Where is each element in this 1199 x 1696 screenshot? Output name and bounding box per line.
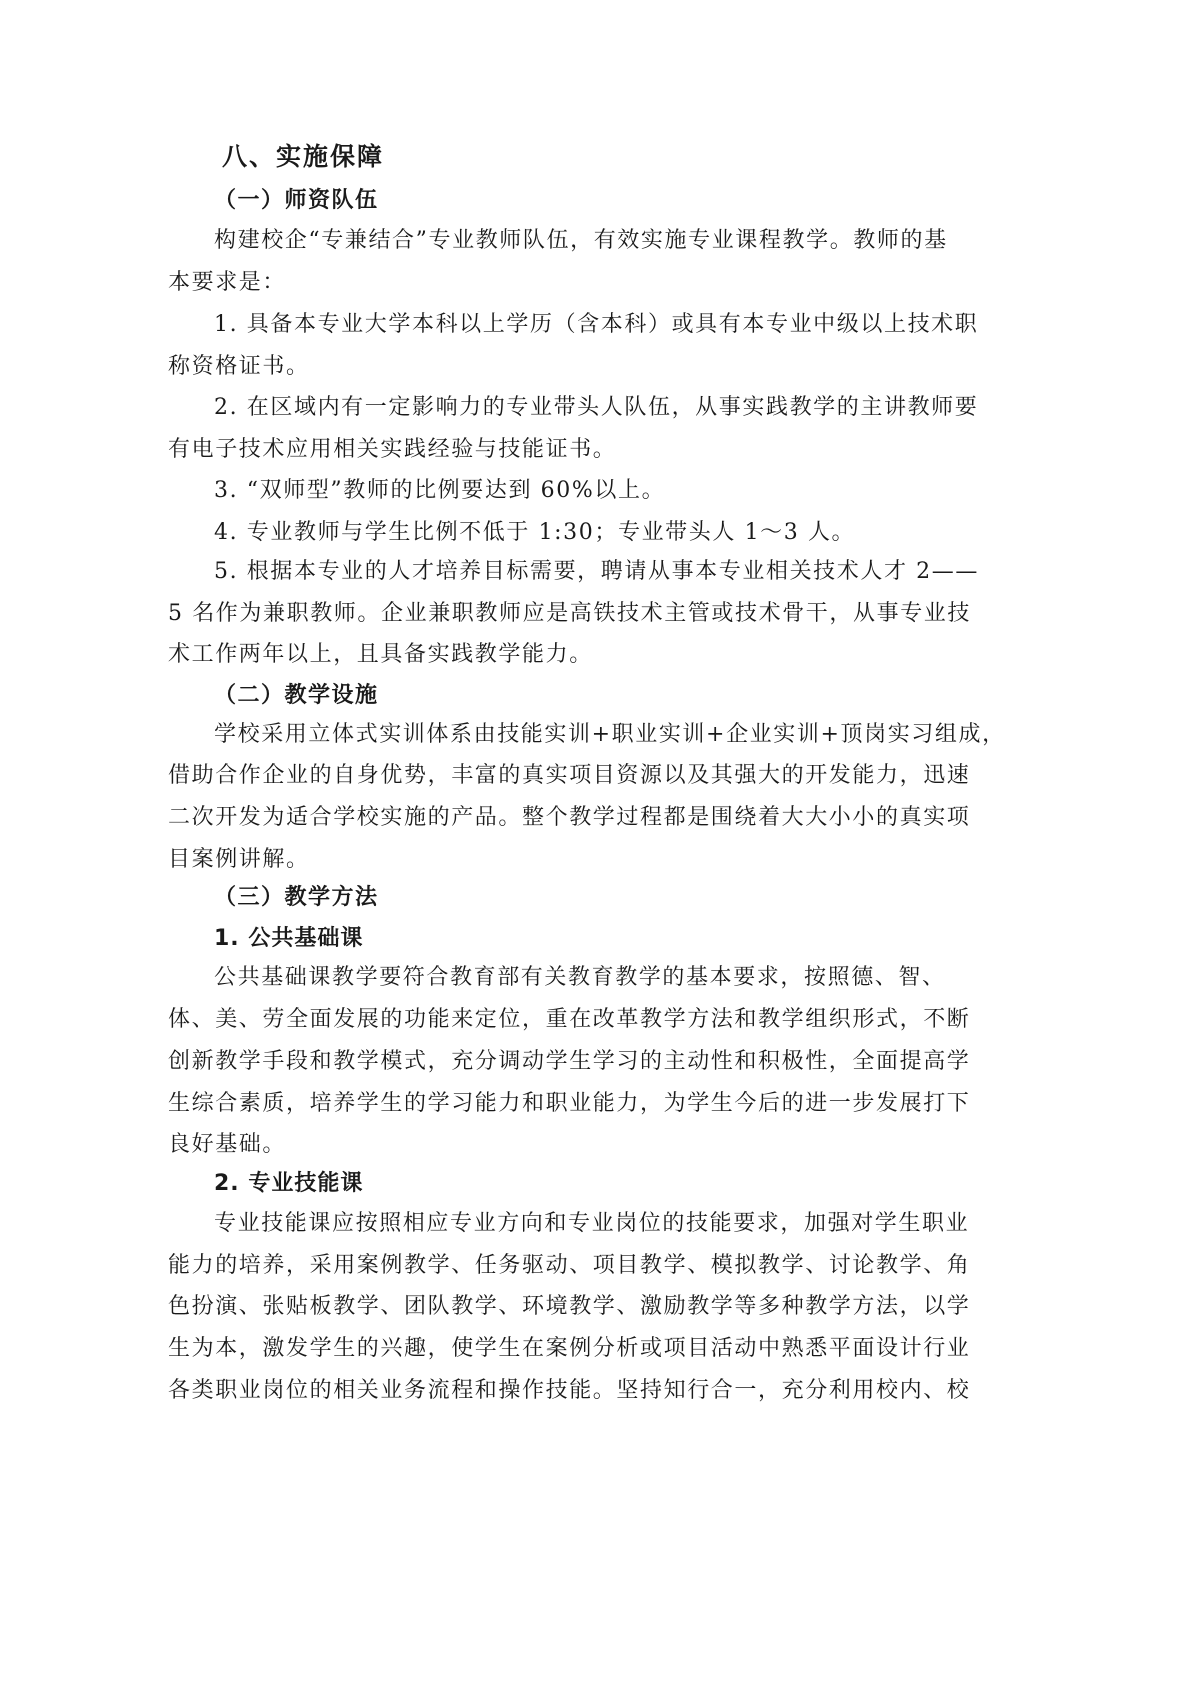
paragraph-line: 专业技能课应按照相应专业方向和专业岗位的技能要求，加强对学生职业 [214, 1211, 970, 1236]
paragraph-line: 二次开发为适合学校实施的产品。整个教学过程都是围绕着大大小小的真实项 [168, 805, 971, 830]
list-item-line: 5 名作为兼职教师。企业兼职教师应是高铁技术主管或技术骨干，从事专业技 [168, 601, 971, 626]
paragraph-line: 能力的培养，采用案例教学、任务驱动、项目教学、模拟教学、讨论教学、角 [168, 1253, 971, 1278]
subsection-title-skill-courses: 2. 专业技能课 [214, 1171, 364, 1196]
paragraph-line: 创新教学手段和教学模式，充分调动学生学习的主动性和积极性，全面提高学 [168, 1049, 971, 1074]
paragraph-line: 生综合素质，培养学生的学习能力和职业能力，为学生今后的进一步发展打下 [168, 1091, 971, 1116]
list-item-line: 有电子技术应用相关实践经验与技能证书。 [168, 437, 617, 462]
list-item-line: 5. 根据本专业的人才培养目标需要，聘请从事本专业相关技术人才 2—— [214, 559, 979, 584]
paragraph-line: 色扮演、张贴板教学、团队教学、环境教学、激励教学等多种教学方法，以学 [168, 1294, 971, 1319]
paragraph-line: 借助合作企业的自身优势，丰富的真实项目资源以及其强大的开发能力，迅速 [168, 763, 971, 788]
subsection-title-public-courses: 1. 公共基础课 [214, 926, 364, 951]
list-item-line: 称资格证书。 [168, 354, 310, 379]
section-title-methods: （三）教学方法 [214, 885, 379, 910]
list-item-line: 2. 在区域内有一定影响力的专业带头人队伍，从事实践教学的主讲教师要 [214, 395, 979, 420]
paragraph-line: 构建校企“专兼结合”专业教师队伍，有效实施专业课程教学。教师的基 [214, 228, 948, 253]
list-item-line: 术工作两年以上，且具备实践教学能力。 [168, 642, 593, 667]
paragraph-line: 良好基础。 [168, 1132, 287, 1157]
list-item-line: 1. 具备本专业大学本科以上学历（含本科）或具有本专业中级以上技术职 [214, 312, 979, 337]
paragraph-line: 各类职业岗位的相关业务流程和操作技能。坚持知行合一，充分利用校内、校 [168, 1378, 971, 1403]
section-title-faculty: （一）师资队伍 [214, 188, 379, 213]
paragraph-line: 目案例讲解。 [168, 847, 310, 872]
paragraph-line: 体、美、劳全面发展的功能来定位，重在改革教学方法和教学组织形式，不断 [168, 1007, 971, 1032]
paragraph-line: 公共基础课教学要符合教育部有关教育教学的基本要求，按照德、智、 [214, 965, 946, 990]
document-heading: 八、实施保障 [222, 142, 385, 171]
paragraph-line: 学校采用立体式实训体系由技能实训+职业实训+企业实训+顶岗实习组成， [214, 722, 1006, 747]
list-item-line: 3. “双师型”教师的比例要达到 60%以上。 [214, 478, 666, 503]
paragraph-line: 本要求是： [168, 270, 287, 295]
section-title-facilities: （二）教学设施 [214, 683, 379, 708]
list-item-line: 4. 专业教师与学生比例不低于 1:30；专业带头人 1～3 人。 [214, 520, 856, 545]
paragraph-line: 生为本，激发学生的兴趣，使学生在案例分析或项目活动中熟悉平面设计行业 [168, 1336, 971, 1361]
